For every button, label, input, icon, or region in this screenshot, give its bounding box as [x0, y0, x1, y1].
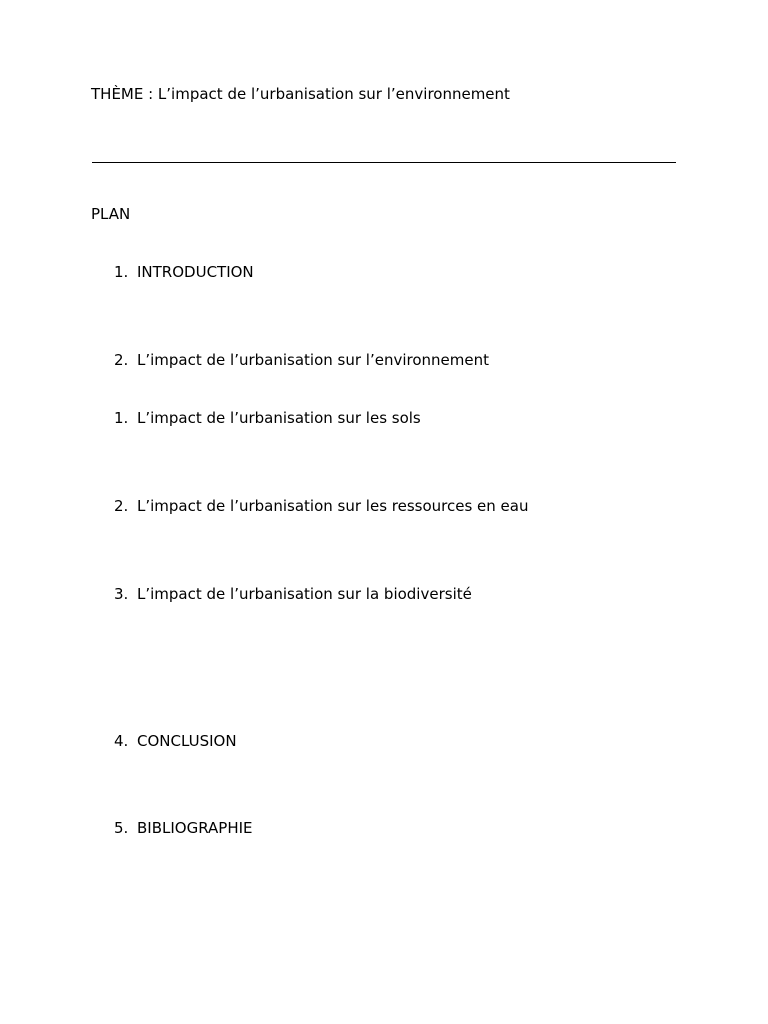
plan-item-impact-biodiversite [114, 585, 472, 603]
plan-item-text: INTRODUCTION [137, 263, 254, 281]
plan-item-number: 2. [114, 351, 129, 369]
plan-item-text: L’impact de l’urbanisation sur les sols [137, 409, 421, 427]
plan-item-text: L’impact de l’urbanisation sur la biodiversité [137, 585, 472, 603]
plan-item-text: L’impact de l’urbanisation sur l’environnement [137, 351, 489, 369]
plan-item-text: BIBLIOGRAPHIE [137, 819, 253, 837]
plan-item-number: 5. [114, 819, 129, 837]
plan-item-number: 1. [114, 409, 129, 427]
plan-item-conclusion [114, 732, 237, 750]
plan-item-number: 1. [114, 263, 129, 281]
plan-item-impact-environnement [114, 351, 489, 369]
plan-item-number: 3. [114, 585, 129, 603]
horizontal-rule [92, 162, 676, 163]
plan-heading: PLAN [91, 205, 131, 223]
plan-item-bibliographie [114, 819, 253, 837]
plan-item-number: 2. [114, 497, 129, 515]
plan-item-number: 4. [114, 732, 129, 750]
plan-item-introduction [114, 263, 254, 281]
plan-item-text: CONCLUSION [137, 732, 237, 750]
document-theme: THÈME : L’impact de l’urbanisation sur l’environnement [91, 85, 510, 103]
plan-item-impact-eau [114, 497, 528, 515]
plan-item-text: L’impact de l’urbanisation sur les ressources en eau [137, 497, 529, 515]
plan-item-impact-sols [114, 409, 421, 427]
